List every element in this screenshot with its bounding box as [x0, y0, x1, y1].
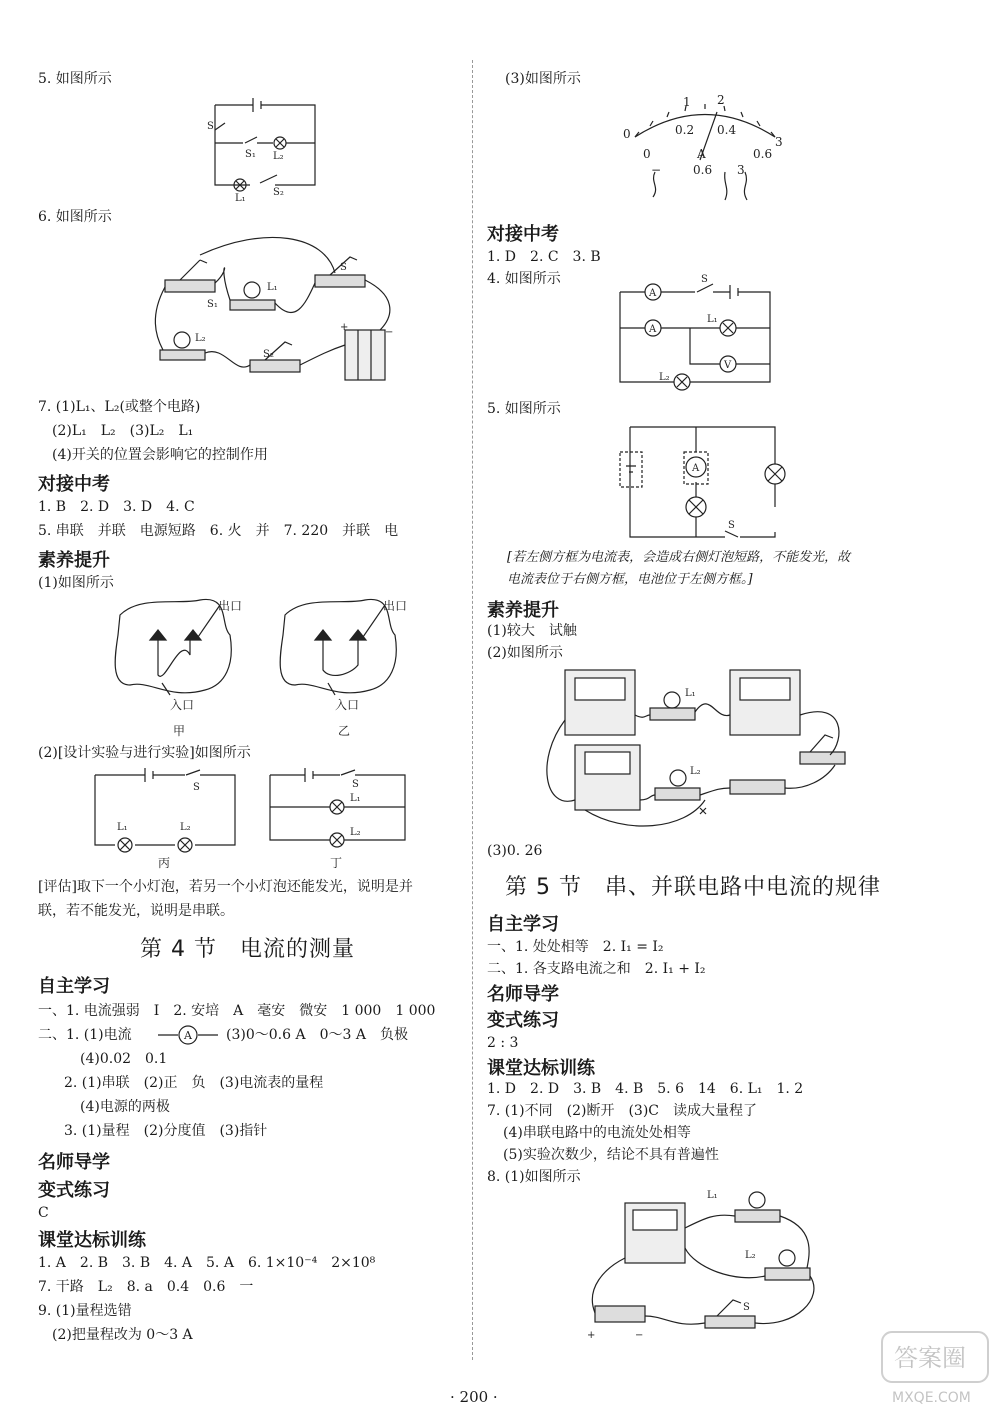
heading-suyang-r: 素养提升 [487, 600, 559, 621]
section-5-title: 第 5 节 串、并联电路中电流的规律 [505, 875, 881, 900]
label-plus: + [340, 322, 349, 333]
label-maze-b: 乙 [338, 724, 351, 738]
maze-diagrams [110, 595, 440, 740]
label-l1: L₁ [707, 1190, 718, 1201]
page-number: · 200 · [450, 1388, 498, 1406]
watermark-logo [880, 1330, 990, 1410]
label-l2: L₂ [195, 333, 206, 344]
label-l1-bing: L₁ [117, 822, 128, 833]
label-s-ding: S [352, 779, 359, 790]
heading-ketang: 课堂达标训练 [38, 1230, 146, 1251]
physical-circuit-q8 [587, 1188, 825, 1348]
ketang-line-3: 9. (1)量程选错 [38, 1303, 132, 1319]
watermark-text: 答案圈 [894, 1344, 966, 1372]
label-s: S [728, 520, 735, 531]
pinggu-line-1: [评估]取下一个小灯泡，若另一个小灯泡还能发光，说明是并 [38, 879, 413, 895]
meter-3: 3 [775, 135, 783, 149]
heading-zizhu: 自主学习 [38, 976, 110, 997]
label-l2: L₂ [659, 372, 670, 383]
duijie-line-1: 1. B 2. D 3. D 4. C [38, 499, 195, 515]
label-l2: L₂ [690, 766, 701, 777]
q7-line-a: 7. (1)L₁、L₂(或整个电路) [38, 399, 201, 415]
ketang-line-2: 7. 干路 L₂ 8. a 0.4 0.6 一 [38, 1279, 254, 1295]
q6-line: 6. 如图所示 [38, 209, 112, 225]
ketang-r-line-4: (5)实验次数少，结论不具有普遍性 [503, 1147, 719, 1163]
pinggu-line-2: 联，若不能发光，说明是串联。 [38, 903, 234, 919]
zizhu-line-2a: 二、1. (1)电流 [38, 1027, 132, 1043]
ammeter-a2: A [649, 324, 657, 335]
ammeter-a1: A [649, 288, 657, 299]
zizhu-line-6: 3. (1)量程 (2)分度值 (3)指针 [64, 1123, 268, 1139]
heading-suyang: 素养提升 [38, 550, 110, 571]
ammeter-a: A [692, 463, 700, 474]
zizhu-line-5: (4)电源的两极 [80, 1099, 170, 1115]
heading-bianshi: 变式练习 [38, 1180, 110, 1201]
circuit-dj5 [620, 422, 790, 542]
heading-duijie-r: 对接中考 [487, 224, 559, 245]
label-maze-a: 甲 [173, 724, 186, 738]
heading-zizhu-r: 自主学习 [487, 914, 559, 935]
heading-bianshi-r: 变式练习 [487, 1010, 559, 1031]
label-s2: S₂ [263, 349, 274, 360]
suyang-line-1: (1)如图所示 [38, 575, 114, 591]
label-s: S [701, 274, 708, 285]
q7-line-b: (2)L₁ L₂ (3)L₂ L₁ [52, 423, 194, 439]
label-l2: L₂ [273, 151, 284, 162]
note-line-1: [若左侧方框为电流表，会造成右侧灯泡短路，不能发光，故 [507, 550, 851, 565]
bianshi-r-answer: 2 : 3 [487, 1035, 519, 1051]
ketang-r-line-3: (4)串联电路中的电流处处相等 [503, 1125, 691, 1141]
label-entry-b: 入口 [335, 698, 360, 712]
label-ding: 丁 [330, 856, 343, 870]
label-bing: 丙 [158, 856, 171, 870]
label-s1: S₁ [245, 149, 256, 160]
meter-unit: A [697, 147, 706, 161]
terminal-06: 0.6 [693, 163, 713, 177]
meter-2: 2 [717, 93, 725, 107]
r3-line: (3)如图所示 [505, 71, 581, 87]
duijie-r-line-3: 5. 如图所示 [487, 401, 561, 417]
label-l2: L₂ [745, 1250, 756, 1261]
physical-circuit-q6 [155, 235, 395, 395]
label-s: S [207, 121, 214, 132]
bianshi-answer: C [38, 1205, 49, 1221]
heading-mingshi: 名师导学 [38, 1152, 110, 1173]
note-line-2: 电流表位于右侧方框，电池位于左侧方框。] [507, 572, 753, 587]
meter-04: 0.4 [717, 123, 737, 137]
duijie-r-line-1: 1. D 2. C 3. B [487, 249, 601, 265]
label-exit-a: 出口 [218, 599, 243, 613]
zizhu-r-line-2: 二、1. 各支路电流之和 2. I₁ + I₂ [487, 961, 706, 977]
label-s: S [340, 262, 347, 273]
label-l2-ding: L₂ [350, 827, 361, 838]
zizhu-r-line-1: 一、1. 处处相等 2. I₁ = I₂ [487, 939, 664, 955]
meter-1: 1 [683, 95, 691, 109]
label-l1: L₁ [235, 193, 246, 204]
ammeter-scale-diagram [625, 92, 785, 222]
ketang-line-1: 1. A 2. B 3. B 4. A 5. A 6. 1×10⁻⁴ 2×10⁸ [38, 1255, 376, 1271]
heading-ketang-r: 课堂达标训练 [487, 1058, 595, 1079]
label-l2-bing: L₂ [180, 822, 191, 833]
section-4-title: 第 4 节 电流的测量 [140, 937, 355, 962]
circuits-bing-ding [90, 765, 450, 875]
suyang-line-2: (2)[设计实验与进行实验]如图所示 [38, 745, 251, 761]
meter-0: 0 [623, 127, 631, 141]
circuit-q5 [205, 95, 325, 205]
label-l1: L₁ [707, 314, 718, 325]
circuit-dj4 [615, 270, 775, 390]
terminal-0: − [651, 163, 662, 177]
label-minus: − [385, 327, 394, 338]
zizhu-line-1: 一、1. 电流强弱 I 2. 安培 A 毫安 微安 1 000 1 000 [38, 1003, 436, 1019]
watermark-url: MXQE.COM [892, 1390, 971, 1406]
label-l1: L₁ [267, 282, 278, 293]
ammeter-symbol-label: A [184, 1029, 192, 1042]
label-s1: S₁ [207, 299, 218, 310]
label-entry-a: 入口 [170, 698, 195, 712]
q7-line-c: (4)开关的位置会影响它的控制作用 [52, 447, 268, 463]
duijie-r-line-2: 4. 如图所示 [487, 271, 561, 287]
zizhu-line-3: (4)0.02 0.1 [80, 1051, 168, 1067]
meter-06: 0.6 [753, 147, 773, 161]
ketang-r-line-1: 1. D 2. D 3. B 4. B 5. 6 14 6. L₁ 1. 2 [487, 1081, 804, 1097]
suyang-r-line-3: (3)0. 26 [487, 843, 543, 859]
suyang-r-line-2: (2)如图所示 [487, 645, 563, 661]
q5-line: 5. 如图所示 [38, 71, 112, 87]
heading-mingshi-r: 名师导学 [487, 984, 559, 1005]
column-divider [472, 60, 473, 1360]
meter-0b: 0 [643, 147, 651, 161]
label-s-bing: S [193, 782, 200, 793]
ketang-r-line-2: 7. (1)不同 (2)断开 (3)C 读成大量程了 [487, 1103, 758, 1119]
voltmeter-v: V [724, 360, 732, 371]
meter-02: 0.2 [675, 123, 695, 137]
ammeter-symbol [158, 1024, 218, 1046]
physical-circuit-suyang [545, 660, 875, 835]
label-exit-b: 出口 [383, 599, 408, 613]
terminal-3: 3 [737, 163, 745, 177]
duijie-line-2: 5. 串联 并联 电源短路 6. 火 并 7. 220 并联 电 [38, 523, 399, 539]
zizhu-line-2b: (3)0～0.6 A 0～3 A 负极 [226, 1027, 408, 1043]
ketang-r-line-5: 8. (1)如图所示 [487, 1169, 581, 1185]
heading-duijie: 对接中考 [38, 474, 110, 495]
label-s2: S₂ [273, 187, 284, 198]
suyang-r-line-1: (1)较大 试触 [487, 623, 577, 639]
label-s: S [743, 1302, 750, 1313]
ketang-line-4: (2)把量程改为 0～3 A [52, 1327, 193, 1343]
label-minus: − [635, 1330, 644, 1341]
label-plus: + [587, 1330, 596, 1341]
zizhu-line-4: 2. (1)串联 (2)正 负 (3)电流表的量程 [64, 1075, 324, 1091]
label-l1: L₁ [685, 688, 696, 699]
label-l1-ding: L₁ [350, 793, 361, 804]
